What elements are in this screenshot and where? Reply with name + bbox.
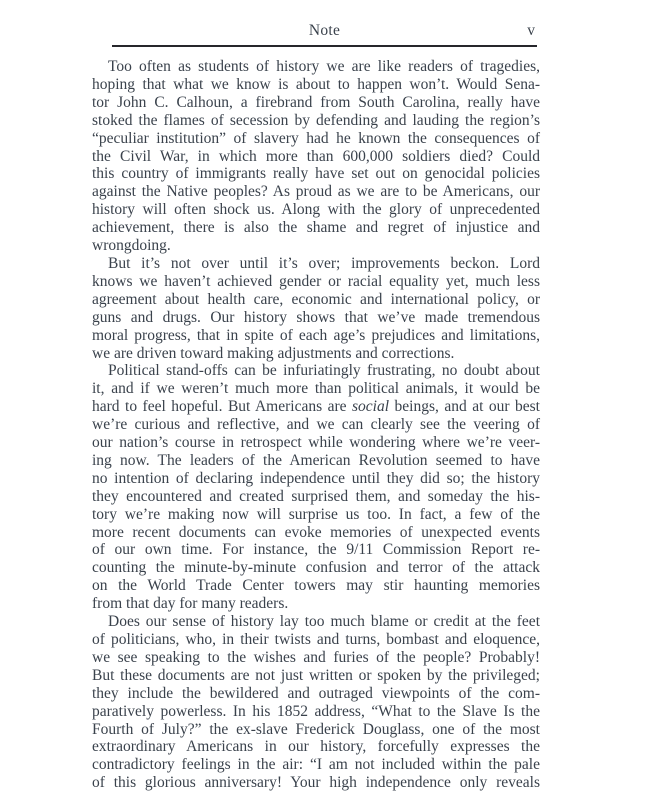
text-line: our nation’s course in retrospect while wondering where we’re veer- xyxy=(92,434,540,452)
text-line: achievement, there is also the shame and regret of injustice and xyxy=(92,219,540,237)
text-line: tory we’re making now will surprise us too. In fact, a few of the xyxy=(92,505,540,523)
text-line: agreement about health care, economic and international policy, or xyxy=(92,290,540,308)
text-line: Does our sense of history lay too much blame or credit at the feet xyxy=(108,613,540,631)
text-line: Political stand-offs can be infuriatingly frustrating, no doubt about xyxy=(108,362,540,380)
text-line: history will often shock us. Along with the glory of unprecedented xyxy=(92,201,540,219)
text-line: extraordinary Americans in our history, forcefully expresses the xyxy=(92,738,540,756)
text-line: the Civil War, in which more than 600,000 soldiers died? Could xyxy=(92,147,540,165)
text-line: more recent documents can evoke memories of unexpected events xyxy=(92,523,540,541)
text-line: contradictory feelings in the air: “I am not included within the pale xyxy=(92,756,540,774)
text-line: they include the bewildered and outraged viewpoints of the com- xyxy=(92,684,540,702)
paragraph xyxy=(92,255,540,362)
text-line: we are driven toward making adjustments and corrections. xyxy=(92,344,455,362)
text-line: of this glorious anniversary! Your high independence only reveals xyxy=(92,774,540,792)
text-line: guns and drugs. Our history shows that we’ve made tremendous xyxy=(92,308,540,326)
paragraph xyxy=(92,613,540,792)
header-rule xyxy=(112,45,537,47)
text-line: paratively powerless. In his 1852 address, “What to the Slave Is the xyxy=(92,702,540,720)
text-line: we see speaking to the wishes and furies of the people? Probably! xyxy=(92,648,540,666)
body-text xyxy=(92,58,540,792)
text-line: “peculiar institution” of slavery had he known the consequences of xyxy=(92,129,540,147)
text-line: we’re curious and reflective, and we can clearly see the veering of xyxy=(92,416,540,434)
text-line: Too often as students of history we are like readers of tragedies, xyxy=(108,58,540,75)
text-line: they encountered and created surprised them, and someday the his- xyxy=(92,487,540,505)
text-line: But these documents are not just written or spoken by the privileged; xyxy=(92,666,540,684)
paragraph xyxy=(92,362,540,613)
page-header xyxy=(112,23,537,41)
text-line: Fourth of July?” the ex-slave Frederick Douglass, one of the most xyxy=(92,720,540,738)
text-line: no intention of declaring independence until they did so; the history xyxy=(92,469,540,487)
text-line: tor John C. Calhoun, a firebrand from South Carolina, really have xyxy=(92,93,540,111)
text-line: moral progress, that in spite of each age’s prejudices and limitations, xyxy=(92,326,540,344)
text-line: from that day for many readers. xyxy=(92,595,289,613)
text-line: against the Native peoples? As proud as we are to be Americans, our xyxy=(92,183,540,201)
text-line: But it’s not over until it’s over; improvements beckon. Lord xyxy=(108,254,540,272)
paragraph xyxy=(92,58,540,255)
text-line: on the World Trade Center towers may stir haunting memories xyxy=(92,577,540,595)
running-header-title: Note xyxy=(308,22,341,39)
text-line: it, and if we weren’t much more than political animals, it would be xyxy=(92,380,540,398)
text-line: stoked the flames of secession by defending and lauding the region’s xyxy=(92,111,540,129)
page-number: v xyxy=(527,22,535,39)
text-line: counting the minute-by-minute confusion and terror of the attack xyxy=(92,559,540,577)
text-line: wrongdoing. xyxy=(92,237,171,255)
text-line: hard to feel hopeful. But Americans are social beings, and at our best xyxy=(92,398,540,416)
text-line: knows we haven’t achieved gender or racial equality yet, much less xyxy=(92,272,540,290)
text-line: hoping that what we know is about to happen won’t. Would Sena- xyxy=(92,75,540,93)
text-line: ing now. The leaders of the American Revolution seemed to have xyxy=(92,451,540,469)
text-line: this country of immigrants really have set out on genocidal policies xyxy=(92,165,540,183)
text-line: of our own time. For instance, the 9/11 Commission Report re- xyxy=(92,541,540,559)
text-line: of politicians, who, in their twists and turns, bombast and eloquence, xyxy=(92,631,540,648)
